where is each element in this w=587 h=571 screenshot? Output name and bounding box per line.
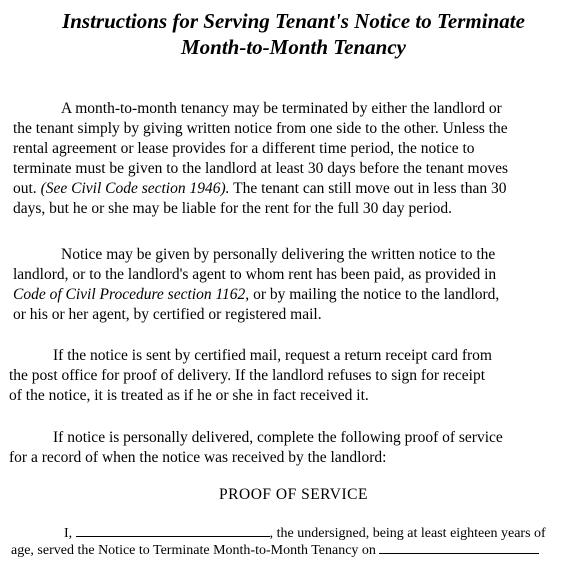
text-line: If the notice is sent by certified mail, request a return receipt card from — [53, 347, 492, 364]
paragraph-personal-delivery — [9, 428, 575, 468]
proof-prefix: I, — [64, 526, 73, 541]
text-line: If notice is personally delivered, complete the following proof of service — [53, 429, 503, 446]
code-of-civil-procedure-reference: Code of Civil Procedure section 1162, — [13, 286, 250, 303]
service-date-field[interactable] — [379, 541, 539, 554]
proof-line-2 — [11, 541, 539, 561]
title-line-2: Month-to-Month Tenancy — [180, 35, 407, 59]
paragraph-notice-delivery — [13, 245, 575, 325]
text-line: A month-to-month tenancy may be terminated by either the landlord or — [61, 100, 502, 117]
text-line: Notice may be given by personally delivering the written notice to the — [61, 246, 496, 263]
civil-code-reference: (See Civil Code section 1946). — [40, 180, 230, 197]
document-title — [0, 8, 587, 60]
text-line: terminate must be given to the landlord at least 30 days before the tenant moves — [13, 160, 508, 177]
text-line-mixed — [13, 179, 575, 199]
text-line: the post office for proof of delivery. If the landlord refuses to sign for receipt — [9, 367, 486, 384]
text-segment: The tenant can still move out in less than 30 — [233, 180, 507, 197]
text-line: for a record of when the notice was received by the landlord: — [9, 449, 387, 466]
proof-suffix: , the undersigned, being at least eighteen years of — [269, 526, 546, 541]
title-line-1: Instructions for Serving Tenant's Notice to Terminate — [62, 9, 525, 33]
proof-prefix: age, served the Notice to Terminate Month-to-Month Tenancy on — [11, 543, 376, 558]
server-name-field[interactable] — [76, 524, 270, 537]
proof-of-service-heading: PROOF OF SERVICE — [219, 486, 368, 503]
text-segment: or by mailing the notice to the landlord, — [253, 286, 500, 303]
text-line: rental agreement or lease provides for a different time period, the notice to — [13, 140, 475, 157]
text-line: landlord, or to the landlord's agent to whom rent has been paid, as provided in — [13, 266, 497, 283]
text-line: or his or her agent, by certified or registered mail. — [13, 306, 322, 323]
text-line-mixed — [13, 285, 575, 305]
paragraph-certified-mail — [9, 346, 575, 406]
paragraph-month-to-month — [13, 99, 575, 219]
text-line: days, but he or she may be liable for the rent for the full 30 day period. — [13, 200, 453, 217]
text-line: the tenant simply by giving written notice from one side to the other. Unless the — [13, 120, 508, 137]
text-segment: out. — [13, 180, 37, 197]
text-line: of the notice, it is treated as if he or she in fact received it. — [9, 387, 369, 404]
